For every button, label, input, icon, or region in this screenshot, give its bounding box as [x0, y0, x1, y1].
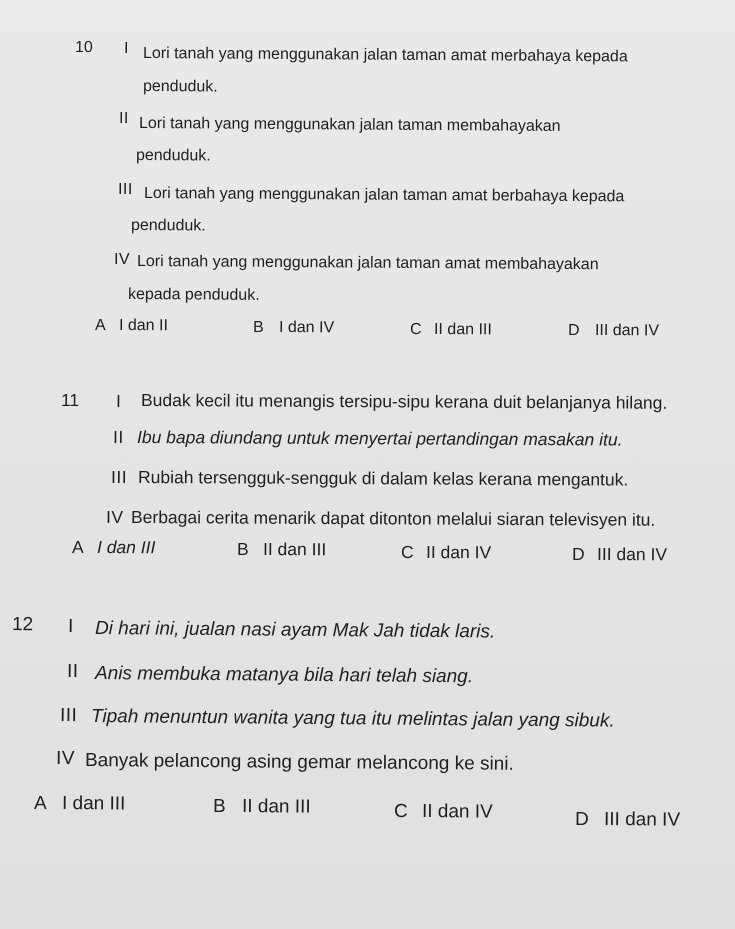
statement-roman: I	[115, 391, 122, 412]
question-number: 12	[11, 614, 34, 636]
statement-text-cont: penduduk.	[130, 217, 206, 235]
option-letter[interactable]: C	[409, 321, 422, 339]
statement-roman: IV	[113, 251, 131, 269]
statement-text: Budak kecil itu menangis tersipu-sipu kerana duit belanjanya hilang.	[140, 390, 668, 413]
statement-text: Lori tanah yang menggunakan jalan taman membahayakan	[138, 115, 561, 135]
option-letter[interactable]: D	[574, 809, 589, 831]
option-text[interactable]: III dan IV	[594, 322, 660, 340]
statement-text-cont: penduduk.	[142, 78, 218, 96]
statement-text: Tipah menuntun wanita yang tua itu melintas jalan yang sibuk.	[90, 706, 615, 732]
statement-roman: II	[118, 110, 129, 128]
statement-roman: IV	[55, 748, 76, 770]
statement-text: Banyak pelancong asing gemar melancong ke sini.	[84, 750, 514, 775]
option-text[interactable]: II dan III	[262, 539, 327, 560]
statement-roman: I	[67, 616, 74, 638]
statement-roman: I	[123, 40, 130, 58]
option-letter[interactable]: B	[252, 319, 264, 337]
statement-text: Lori tanah yang menggunakan jalan taman amat merbahaya kepada	[142, 45, 628, 66]
option-text[interactable]: II dan IV	[421, 801, 493, 823]
option-text[interactable]: I dan IV	[278, 319, 335, 337]
statement-roman: IV	[105, 507, 124, 528]
statement-text: Berbagai cerita menarik dapat ditonton melalui siaran televisyen itu.	[130, 507, 656, 530]
option-letter[interactable]: A	[33, 793, 47, 815]
option-letter[interactable]: D	[567, 322, 580, 340]
option-letter[interactable]: B	[236, 539, 249, 560]
statement-text-cont: kepada penduduk.	[127, 286, 260, 304]
option-text[interactable]: II dan III	[241, 796, 311, 818]
option-text[interactable]: I dan III	[61, 793, 126, 815]
option-letter[interactable]: A	[94, 317, 106, 335]
statement-text: Lori tanah yang menggunakan jalan taman amat berbahaya kepada	[143, 185, 625, 206]
option-letter[interactable]: C	[393, 801, 408, 823]
statement-text: Rubiah tersengguk-sengguk di dalam kelas kerana mengantuk.	[137, 467, 629, 490]
option-text[interactable]: I dan II	[118, 317, 168, 335]
option-text[interactable]: I dan III	[96, 537, 156, 558]
statement-roman: III	[110, 467, 128, 488]
statement-roman: II	[112, 427, 124, 448]
question-number: 11	[60, 390, 80, 411]
option-text[interactable]: II dan IV	[425, 542, 492, 563]
option-text[interactable]: III dan IV	[596, 544, 668, 565]
option-text[interactable]: III dan IV	[603, 809, 681, 831]
option-letter[interactable]: B	[212, 796, 226, 818]
statement-text: Di hari ini, jualan nasi ayam Mak Jah tidak laris.	[94, 618, 496, 643]
option-letter[interactable]: C	[400, 542, 414, 563]
statement-roman: III	[117, 181, 133, 199]
statement-text: Lori tanah yang menggunakan jalan taman amat membahayakan	[136, 253, 599, 274]
statement-roman: III	[59, 705, 78, 727]
option-letter[interactable]: D	[571, 544, 585, 565]
statement-text: Ibu bapa diundang untuk menyertai pertandingan masakan itu.	[136, 427, 623, 450]
option-text[interactable]: II dan III	[433, 321, 492, 339]
option-letter[interactable]: A	[71, 537, 84, 558]
statement-text-cont: penduduk.	[135, 147, 211, 165]
statement-text: Anis membuka matanya bila hari telah siang.	[94, 663, 474, 688]
question-number: 10	[74, 39, 93, 57]
statement-roman: II	[66, 661, 79, 683]
